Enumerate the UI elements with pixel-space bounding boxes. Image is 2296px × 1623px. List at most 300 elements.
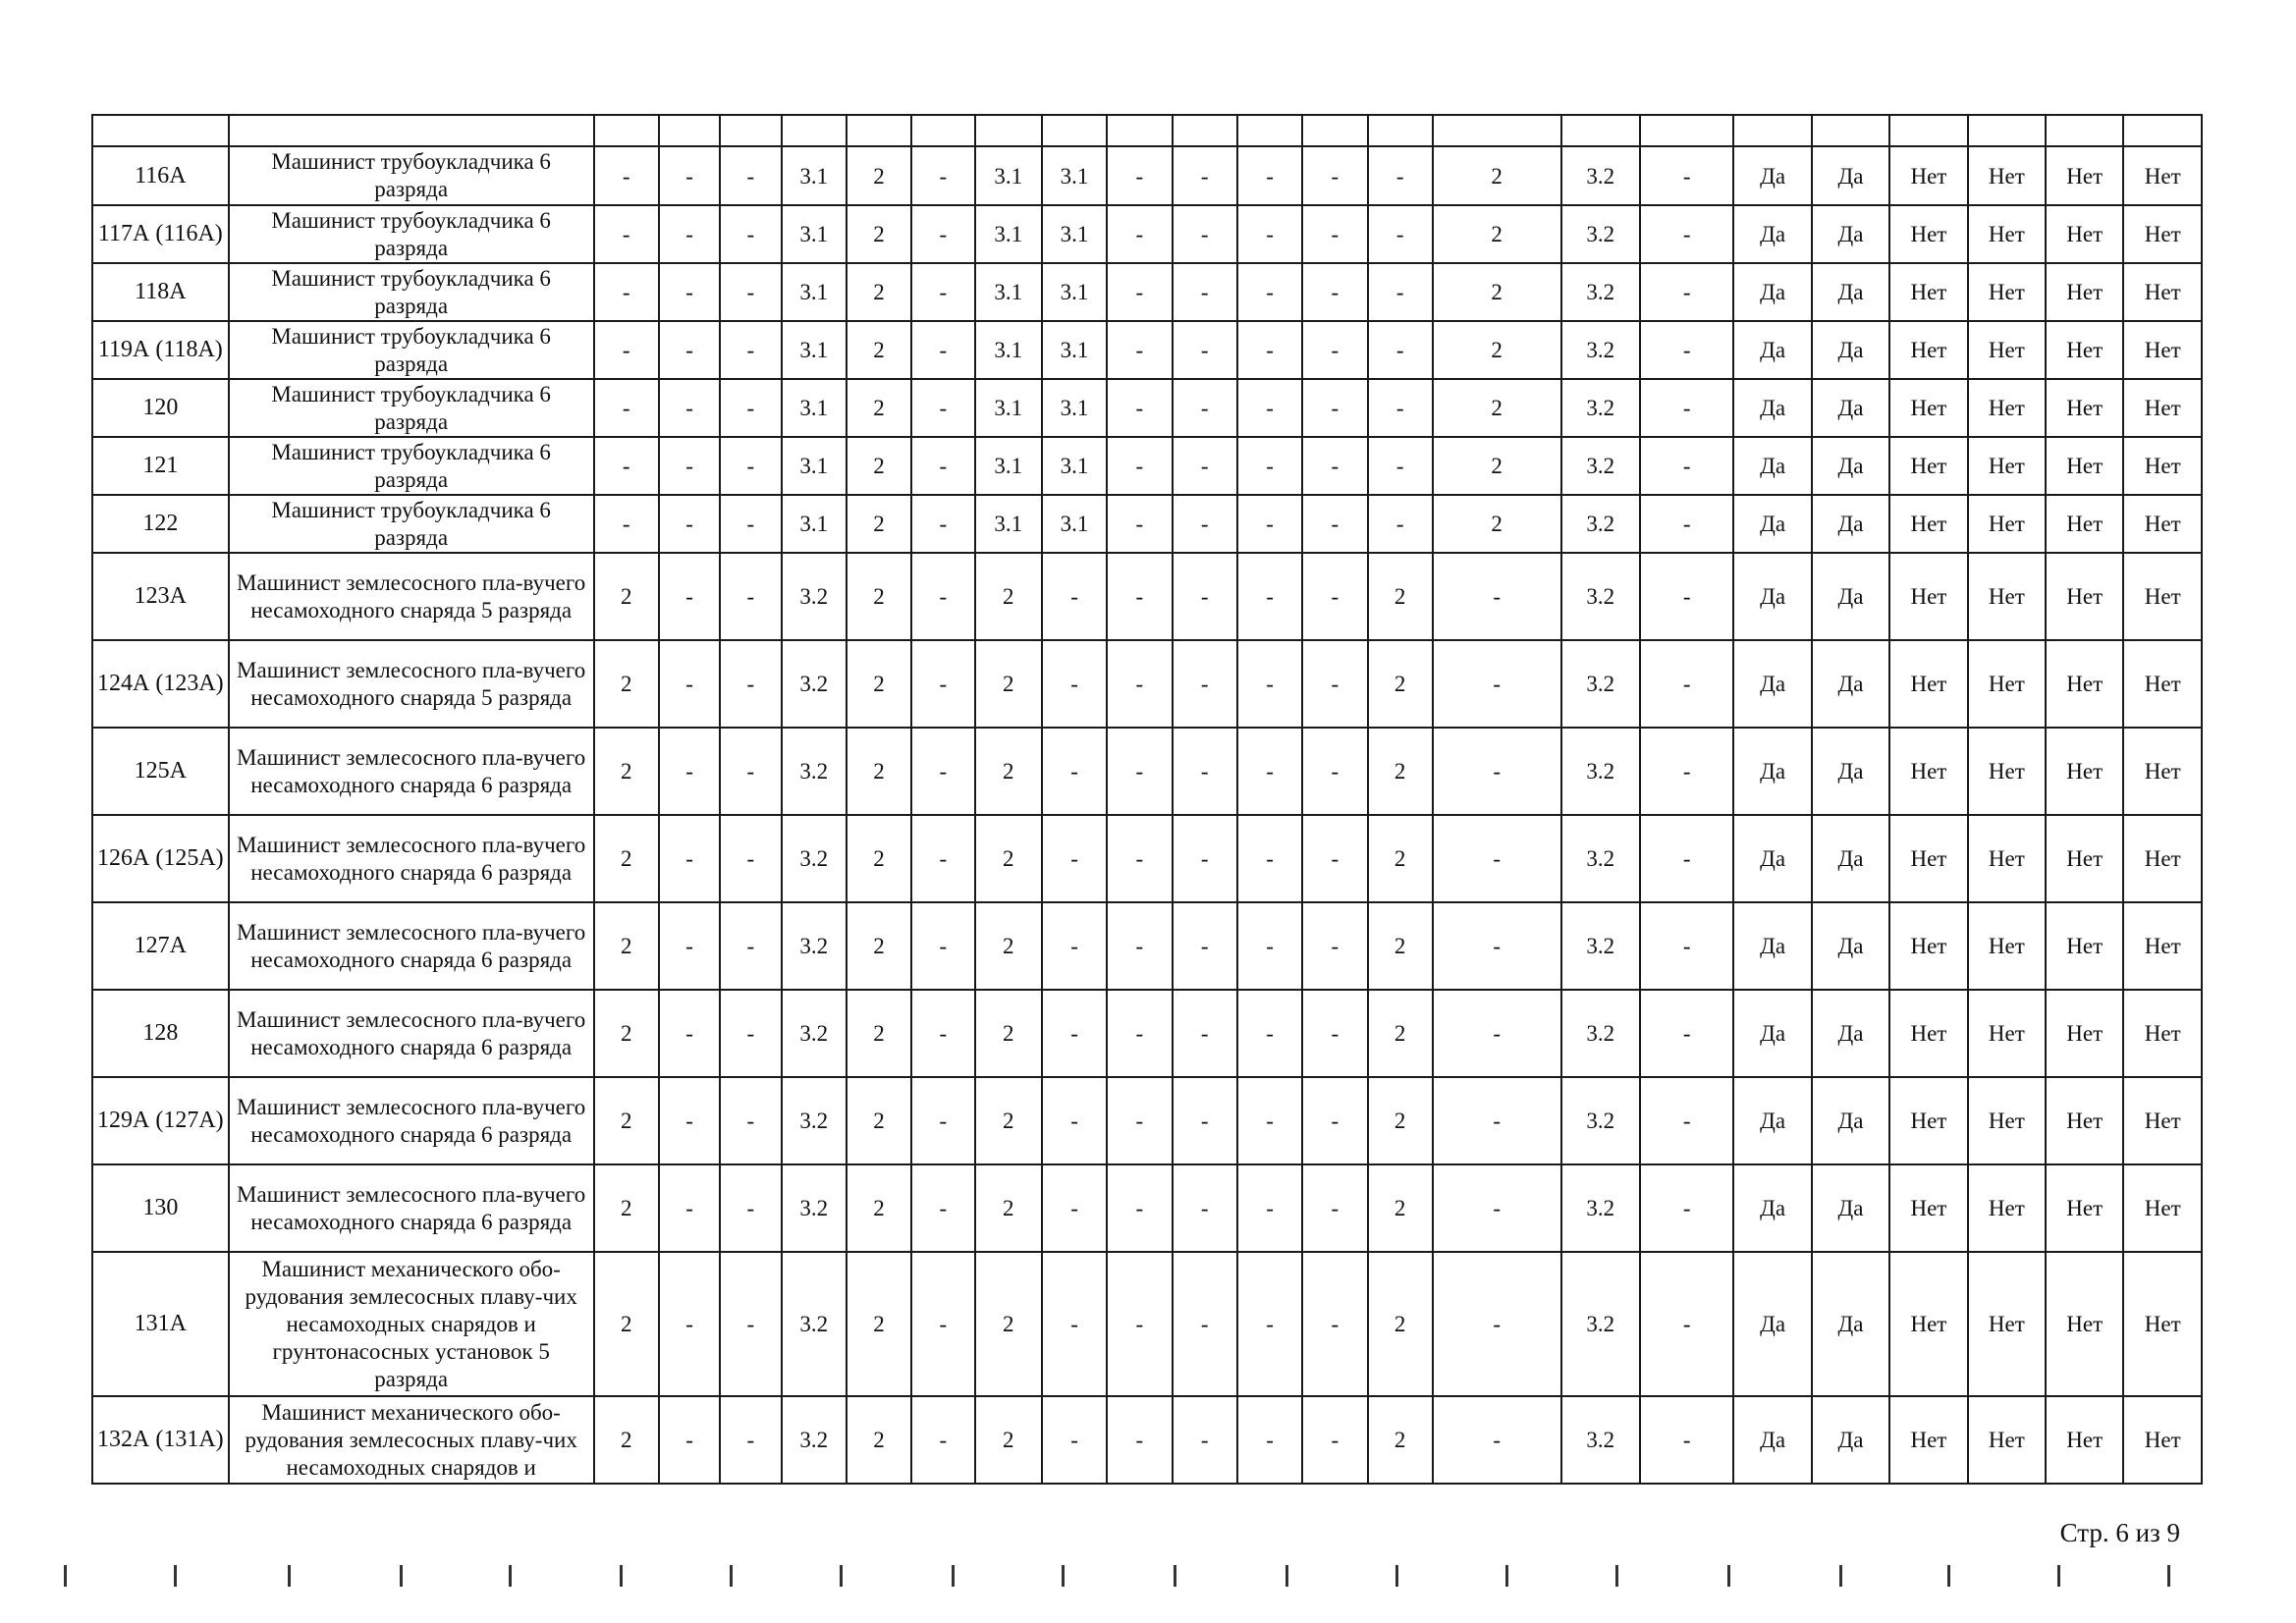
table-cell: - xyxy=(1368,205,1433,263)
table-cell: Нет xyxy=(2046,1077,2123,1164)
table-cell: Да xyxy=(1812,815,1889,902)
table-cell: - xyxy=(1433,902,1561,990)
table-cell: Да xyxy=(1812,495,1889,553)
table-cell: - xyxy=(1107,321,1172,379)
table-cell: - xyxy=(1433,1164,1561,1252)
table-cell: - xyxy=(1107,1077,1172,1164)
table-cell: Нет xyxy=(1968,1252,2046,1396)
table-cell: Да xyxy=(1733,146,1811,205)
table-cell: 2 xyxy=(847,495,911,553)
table-cell: - xyxy=(1042,815,1107,902)
table-cell: - xyxy=(1237,146,1302,205)
table-cell: Да xyxy=(1812,902,1889,990)
profession-name: Машинист землесосного пла-вучего несамоходного снаряда 6 разряда xyxy=(229,1164,594,1252)
table-cell: - xyxy=(1237,728,1302,815)
table-cell: 2 xyxy=(975,1164,1042,1252)
table-cell: Нет xyxy=(1889,1252,1967,1396)
table-cell: 2 xyxy=(975,1077,1042,1164)
binding-marks xyxy=(54,1565,2214,1595)
table-cell: Да xyxy=(1733,553,1811,640)
table-cell: Да xyxy=(1812,553,1889,640)
table-cell: Да xyxy=(1812,640,1889,728)
table-cell: 2 xyxy=(847,263,911,321)
table-cell: - xyxy=(1433,728,1561,815)
table-row xyxy=(92,1252,2202,1396)
table-cell: - xyxy=(720,1164,781,1252)
row-number: 128 xyxy=(92,990,229,1077)
row-number: 129А (127А) xyxy=(92,1077,229,1164)
table-cell: 2 xyxy=(594,1396,659,1484)
table-cell: - xyxy=(1107,263,1172,321)
table-cell: 3.1 xyxy=(1042,146,1107,205)
table-cell: - xyxy=(1107,728,1172,815)
header-cell xyxy=(594,115,659,146)
row-number: 127А xyxy=(92,902,229,990)
table-cell: Да xyxy=(1733,728,1811,815)
table-cell: Нет xyxy=(2046,495,2123,553)
table-cell: - xyxy=(1368,437,1433,495)
table-cell: - xyxy=(1173,1252,1237,1396)
table-cell: - xyxy=(1640,263,1733,321)
table-cell: 3.2 xyxy=(782,1252,847,1396)
table-cell: - xyxy=(1237,902,1302,990)
table-cell: - xyxy=(1302,1164,1367,1252)
table-cell: - xyxy=(1640,728,1733,815)
table-cell: - xyxy=(720,640,781,728)
header-cell xyxy=(782,115,847,146)
table-cell: - xyxy=(1640,1396,1733,1484)
table-cell: - xyxy=(1237,1164,1302,1252)
table-cell: - xyxy=(659,379,720,437)
binding-tick xyxy=(1947,1565,1950,1587)
table-cell: - xyxy=(1368,321,1433,379)
row-number: 126А (125А) xyxy=(92,815,229,902)
profession-name: Машинист трубоукладчика 6 разряда xyxy=(229,379,594,437)
table-row xyxy=(92,553,2202,640)
table-cell: Нет xyxy=(2123,815,2202,902)
table-cell: - xyxy=(1640,553,1733,640)
table-cell: Нет xyxy=(1968,728,2046,815)
table-cell: Да xyxy=(1812,205,1889,263)
table-cell: Нет xyxy=(1968,205,2046,263)
binding-tick xyxy=(1395,1565,1398,1587)
profession-name: Машинист землесосного пла-вучего несамоходного снаряда 6 разряда xyxy=(229,902,594,990)
table-cell: 3.2 xyxy=(1561,902,1640,990)
table-cell: 3.2 xyxy=(1561,495,1640,553)
table-cell: - xyxy=(911,990,974,1077)
table-cell: - xyxy=(659,815,720,902)
table-cell: 2 xyxy=(1433,379,1561,437)
table-cell: Да xyxy=(1733,815,1811,902)
table-cell: 2 xyxy=(1433,263,1561,321)
profession-name: Машинист трубоукладчика 6 разряда xyxy=(229,495,594,553)
table-cell: - xyxy=(1107,553,1172,640)
row-number: 125А xyxy=(92,728,229,815)
table-cell: Нет xyxy=(2046,553,2123,640)
table-cell: - xyxy=(1302,205,1367,263)
table-cell: - xyxy=(911,640,974,728)
table-cell: - xyxy=(1173,640,1237,728)
header-cell xyxy=(1042,115,1107,146)
header-cell xyxy=(1640,115,1733,146)
table-cell: Да xyxy=(1733,437,1811,495)
table-cell: - xyxy=(911,263,974,321)
row-number: 119А (118А) xyxy=(92,321,229,379)
table-cell: 3.1 xyxy=(1042,321,1107,379)
table-cell: Нет xyxy=(1889,146,1967,205)
table-cell: Нет xyxy=(1968,815,2046,902)
table-cell: 3.1 xyxy=(975,495,1042,553)
table-cell: 3.2 xyxy=(1561,437,1640,495)
table-cell: - xyxy=(1302,815,1367,902)
row-number: 120 xyxy=(92,379,229,437)
table-cell: - xyxy=(1237,263,1302,321)
table-cell: Нет xyxy=(2123,728,2202,815)
table-cell: 3.2 xyxy=(782,990,847,1077)
table-cell: Нет xyxy=(2046,640,2123,728)
table-cell: 2 xyxy=(594,990,659,1077)
table-cell: - xyxy=(1302,553,1367,640)
table-cell: Нет xyxy=(2046,146,2123,205)
table-cell: - xyxy=(1173,1164,1237,1252)
binding-tick xyxy=(64,1565,67,1587)
table-cell: 3.2 xyxy=(1561,640,1640,728)
table-cell: Да xyxy=(1812,146,1889,205)
table-cell: - xyxy=(1107,437,1172,495)
row-number: 121 xyxy=(92,437,229,495)
table-cell: - xyxy=(1302,321,1367,379)
table-cell: - xyxy=(1433,1396,1561,1484)
table-cell: Нет xyxy=(1968,1396,2046,1484)
row-number: 118А xyxy=(92,263,229,321)
binding-tick xyxy=(1285,1565,1288,1587)
table-cell: - xyxy=(720,263,781,321)
table-cell: - xyxy=(1237,205,1302,263)
table-cell: - xyxy=(720,728,781,815)
header-cell xyxy=(1561,115,1640,146)
table-row xyxy=(92,902,2202,990)
table-cell: Нет xyxy=(2123,379,2202,437)
table-cell: 3.1 xyxy=(782,495,847,553)
table-cell: - xyxy=(659,321,720,379)
table-cell: - xyxy=(1433,815,1561,902)
table-cell: - xyxy=(1042,1252,1107,1396)
profession-name: Машинист трубоукладчика 6 разряда xyxy=(229,321,594,379)
table-cell: Нет xyxy=(1968,990,2046,1077)
table-cell: 2 xyxy=(847,728,911,815)
binding-tick xyxy=(2057,1565,2060,1587)
table-cell: - xyxy=(911,1164,974,1252)
table-cell: 2 xyxy=(847,902,911,990)
table-cell: - xyxy=(594,146,659,205)
table-cell: - xyxy=(1640,1252,1733,1396)
table-cell: - xyxy=(659,1077,720,1164)
table-cell: - xyxy=(1433,640,1561,728)
table-cell: 2 xyxy=(594,1077,659,1164)
table-cell: - xyxy=(1368,379,1433,437)
table-cell: - xyxy=(720,1252,781,1396)
table-cell: - xyxy=(1237,321,1302,379)
table-cell: - xyxy=(659,146,720,205)
table-cell: - xyxy=(594,379,659,437)
table-cell: - xyxy=(911,146,974,205)
binding-tick xyxy=(1727,1565,1730,1587)
table-cell: Нет xyxy=(1968,321,2046,379)
table-cell: - xyxy=(1368,146,1433,205)
table-row xyxy=(92,990,2202,1077)
table-cell: Нет xyxy=(2123,1164,2202,1252)
table-cell: Нет xyxy=(1889,1396,1967,1484)
header-cell xyxy=(1237,115,1302,146)
table-cell: Нет xyxy=(1968,495,2046,553)
table-cell: 3.2 xyxy=(1561,990,1640,1077)
table-cell: - xyxy=(594,321,659,379)
table-cell: - xyxy=(1042,553,1107,640)
table-row xyxy=(92,437,2202,495)
table-cell: - xyxy=(659,437,720,495)
table-cell: - xyxy=(1640,495,1733,553)
binding-tick xyxy=(2167,1565,2170,1587)
table-cell: - xyxy=(1640,1077,1733,1164)
profession-name: Машинист трубоукладчика 6 разряда xyxy=(229,437,594,495)
table-cell: 3.1 xyxy=(975,263,1042,321)
table-cell: 3.2 xyxy=(1561,1077,1640,1164)
table-row xyxy=(92,640,2202,728)
table-cell: 2 xyxy=(594,553,659,640)
table-cell: - xyxy=(1640,379,1733,437)
table-cell: Нет xyxy=(1889,1077,1967,1164)
table-cell: Нет xyxy=(1889,321,1967,379)
table-cell: Нет xyxy=(2046,1164,2123,1252)
table-cell: 2 xyxy=(847,321,911,379)
binding-tick xyxy=(174,1565,177,1587)
table-cell: - xyxy=(720,1077,781,1164)
profession-name: Машинист землесосного пла-вучего несамоходного снаряда 6 разряда xyxy=(229,990,594,1077)
table-cell: - xyxy=(659,1396,720,1484)
header-cell xyxy=(1812,115,1889,146)
table-cell: 2 xyxy=(975,640,1042,728)
table-cell: - xyxy=(720,902,781,990)
table-cell: 3.2 xyxy=(782,1164,847,1252)
table-cell: - xyxy=(911,321,974,379)
table-cell: - xyxy=(720,379,781,437)
table-cell: - xyxy=(659,728,720,815)
table-cell: - xyxy=(911,553,974,640)
table-cell: - xyxy=(659,640,720,728)
table-row xyxy=(92,728,2202,815)
table-cell: 2 xyxy=(1433,495,1561,553)
header-cell xyxy=(659,115,720,146)
table-cell: 2 xyxy=(1433,146,1561,205)
header-cell xyxy=(975,115,1042,146)
table-cell: 3.2 xyxy=(782,728,847,815)
header-cell xyxy=(720,115,781,146)
table-cell: - xyxy=(1302,263,1367,321)
table-cell: - xyxy=(1042,902,1107,990)
binding-tick xyxy=(952,1565,955,1587)
table-cell: 3.2 xyxy=(1561,379,1640,437)
table-cell: - xyxy=(1640,437,1733,495)
header-cell xyxy=(1173,115,1237,146)
table-cell: - xyxy=(1173,379,1237,437)
table-cell: 3.2 xyxy=(1561,1396,1640,1484)
table-cell: Нет xyxy=(2046,728,2123,815)
table-cell: Да xyxy=(1733,205,1811,263)
table-cell: 2 xyxy=(847,1077,911,1164)
table-cell: - xyxy=(1173,815,1237,902)
table-cell: 2 xyxy=(1368,902,1433,990)
binding-tick xyxy=(620,1565,623,1587)
table-cell: Нет xyxy=(2123,321,2202,379)
table-cell: - xyxy=(1237,640,1302,728)
table-cell: Нет xyxy=(2046,321,2123,379)
table-cell: Нет xyxy=(2046,1396,2123,1484)
table-cell: - xyxy=(1107,205,1172,263)
table-cell: - xyxy=(1042,1077,1107,1164)
header-cell xyxy=(1433,115,1561,146)
table-cell: Нет xyxy=(2123,263,2202,321)
table-cell: - xyxy=(594,205,659,263)
table-cell: Да xyxy=(1812,728,1889,815)
table-cell: Нет xyxy=(2123,1396,2202,1484)
table-cell: Да xyxy=(1812,1077,1889,1164)
profession-name: Машинист землесосного пла-вучего несамоходного снаряда 6 разряда xyxy=(229,728,594,815)
table-cell: Нет xyxy=(1968,379,2046,437)
table-cell: - xyxy=(1042,728,1107,815)
table-cell: - xyxy=(1302,902,1367,990)
table-cell: - xyxy=(1640,205,1733,263)
header-row xyxy=(92,115,2202,146)
table-cell: - xyxy=(911,205,974,263)
table-cell: - xyxy=(1640,1164,1733,1252)
table-cell: 2 xyxy=(1368,990,1433,1077)
table-cell: - xyxy=(1302,1077,1367,1164)
table-cell: 3.2 xyxy=(782,815,847,902)
table-cell: 3.2 xyxy=(782,553,847,640)
table-row xyxy=(92,321,2202,379)
table-cell: - xyxy=(1237,815,1302,902)
table-row xyxy=(92,146,2202,205)
table-cell: 3.1 xyxy=(782,263,847,321)
table-cell: 2 xyxy=(847,437,911,495)
table-cell: - xyxy=(1173,263,1237,321)
table-cell: 3.2 xyxy=(1561,553,1640,640)
table-cell: Нет xyxy=(2046,990,2123,1077)
table-cell: Нет xyxy=(1968,640,2046,728)
table-cell: - xyxy=(911,495,974,553)
table-row xyxy=(92,1164,2202,1252)
table-cell: Нет xyxy=(1968,146,2046,205)
header-cell xyxy=(1733,115,1811,146)
table-cell: - xyxy=(1302,1252,1367,1396)
table-cell: Нет xyxy=(2123,990,2202,1077)
table-cell: Нет xyxy=(1968,263,2046,321)
table-cell: Да xyxy=(1812,321,1889,379)
table-cell: 2 xyxy=(975,728,1042,815)
table-cell: - xyxy=(1640,902,1733,990)
binding-tick xyxy=(1062,1565,1065,1587)
table-cell: Нет xyxy=(2123,1252,2202,1396)
table-cell: - xyxy=(911,1077,974,1164)
table-cell: - xyxy=(720,495,781,553)
table-cell: 2 xyxy=(975,553,1042,640)
table-cell: - xyxy=(1107,640,1172,728)
binding-tick xyxy=(509,1565,512,1587)
table-cell: - xyxy=(720,321,781,379)
table-cell: - xyxy=(1173,1396,1237,1484)
table-cell: - xyxy=(1237,553,1302,640)
table-cell: 2 xyxy=(1433,321,1561,379)
table-cell: Да xyxy=(1812,990,1889,1077)
table-cell: 3.2 xyxy=(1561,263,1640,321)
table-cell: 2 xyxy=(847,379,911,437)
table-cell: - xyxy=(1173,205,1237,263)
table-cell: - xyxy=(1640,321,1733,379)
table-row xyxy=(92,263,2202,321)
table-cell: - xyxy=(1433,1252,1561,1396)
table-cell: 3.2 xyxy=(782,1077,847,1164)
table-cell: 3.1 xyxy=(782,379,847,437)
table-cell: 2 xyxy=(1368,640,1433,728)
table-row xyxy=(92,379,2202,437)
table-cell: - xyxy=(1368,495,1433,553)
table-cell: Нет xyxy=(2046,1252,2123,1396)
table-cell: - xyxy=(1042,1164,1107,1252)
table-cell: Да xyxy=(1733,495,1811,553)
header-cell xyxy=(1889,115,1967,146)
table-cell: 3.1 xyxy=(975,146,1042,205)
table-cell: Нет xyxy=(2123,553,2202,640)
table-cell: Да xyxy=(1733,1396,1811,1484)
table-cell: Да xyxy=(1733,990,1811,1077)
table-cell: - xyxy=(659,1164,720,1252)
table-cell: - xyxy=(1042,1396,1107,1484)
table-cell: Да xyxy=(1812,379,1889,437)
table-row xyxy=(92,815,2202,902)
table-cell: 2 xyxy=(847,815,911,902)
table-cell: 2 xyxy=(975,1252,1042,1396)
table-cell: - xyxy=(1042,640,1107,728)
table-cell: 3.1 xyxy=(1042,495,1107,553)
table-cell: - xyxy=(911,815,974,902)
table-cell: - xyxy=(1640,640,1733,728)
table-cell: 2 xyxy=(847,990,911,1077)
table-cell: Да xyxy=(1812,1164,1889,1252)
table-row xyxy=(92,1077,2202,1164)
table-cell: Нет xyxy=(1889,990,1967,1077)
row-number: 124А (123А) xyxy=(92,640,229,728)
profession-name: Машинист землесосного пла-вучего несамоходного снаряда 5 разряда xyxy=(229,553,594,640)
table-cell: 3.1 xyxy=(782,146,847,205)
header-cell xyxy=(229,115,594,146)
table-cell: - xyxy=(1302,640,1367,728)
header-cell xyxy=(92,115,229,146)
table-cell: Нет xyxy=(2123,437,2202,495)
table-row xyxy=(92,495,2202,553)
row-number: 122 xyxy=(92,495,229,553)
table-cell: 2 xyxy=(1368,553,1433,640)
table-cell: Да xyxy=(1812,263,1889,321)
table-cell: 3.2 xyxy=(1561,815,1640,902)
table-cell: 3.1 xyxy=(1042,379,1107,437)
table-cell: 2 xyxy=(847,205,911,263)
table-cell: Нет xyxy=(2046,379,2123,437)
table-cell: - xyxy=(1173,437,1237,495)
table-cell: - xyxy=(1173,553,1237,640)
table-cell: 3.1 xyxy=(975,205,1042,263)
table-cell: Нет xyxy=(1889,815,1967,902)
table-cell: Нет xyxy=(1889,640,1967,728)
